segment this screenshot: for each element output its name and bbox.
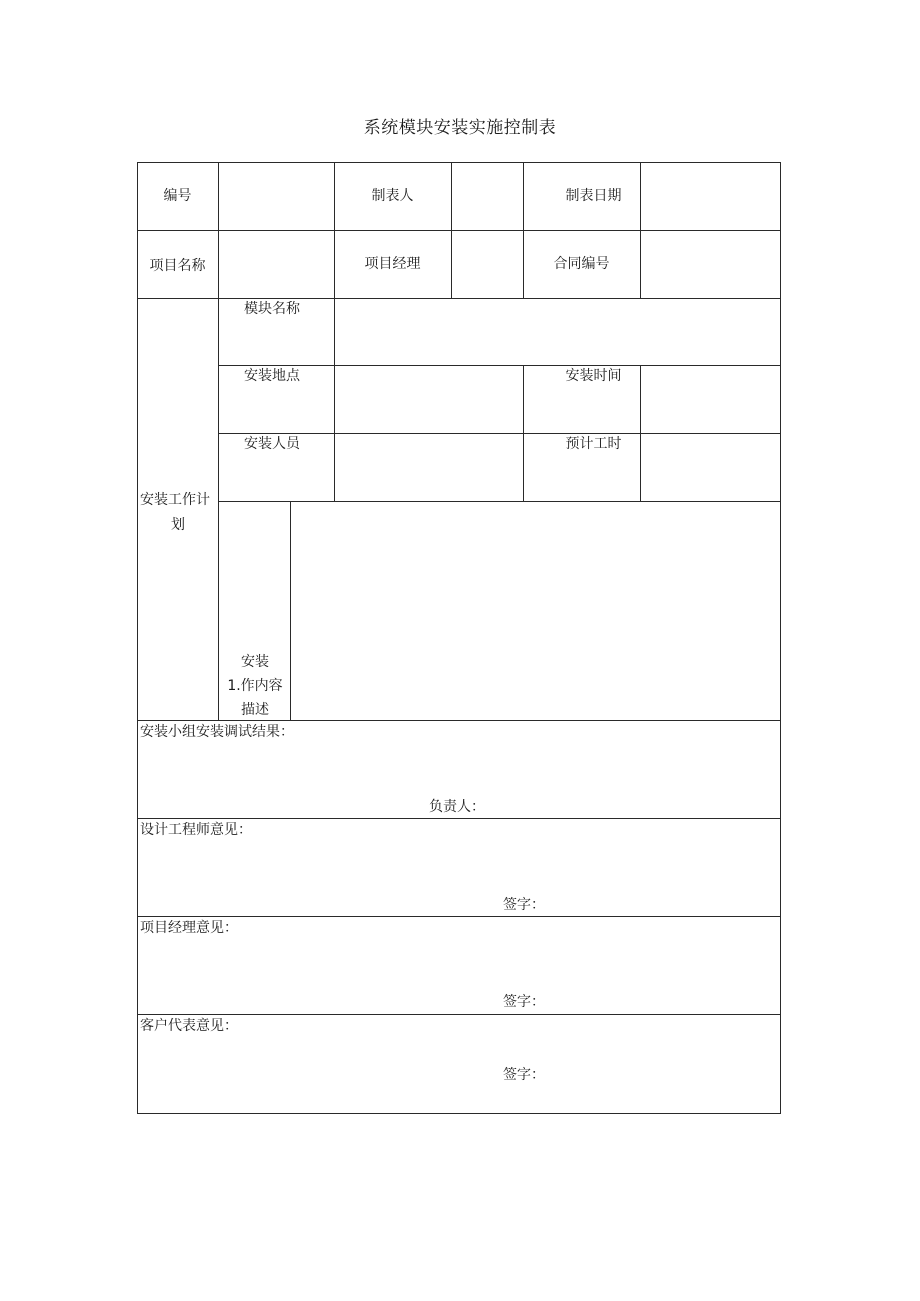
location-label: 安装地点 [244, 368, 300, 384]
content-label-line1: 安装 [241, 654, 269, 670]
number-label: 编号 [163, 188, 192, 204]
date-label: 制表日期 [565, 188, 622, 204]
contract-no-label: 合同编号 [553, 256, 610, 272]
personnel-label: 安装人员 [244, 436, 300, 452]
row-divider [137, 230, 781, 231]
test-result-label: 安装小组安装调试结果： [140, 724, 294, 740]
responsible-label: 负责人： [429, 799, 485, 815]
content-label-line2: 1.作内容 [227, 678, 283, 694]
hours-label: 预计工时 [565, 436, 622, 452]
install-plan-label-line2: 划 [171, 517, 185, 533]
pm-sign-label: 签字： [503, 994, 545, 1010]
designer-opinion-label: 设计工程师意见： [140, 822, 252, 838]
row-divider [218, 501, 781, 502]
table-border-right [780, 162, 781, 1114]
page-title: 系统模块安装实施控制表 [363, 118, 557, 138]
client-sign-label: 签字： [503, 1067, 545, 1083]
designer-sign-label: 签字： [503, 897, 545, 913]
module-name-label: 模块名称 [244, 301, 300, 317]
col-divider [640, 162, 641, 298]
pm-opinion-label: 项目经理意见： [140, 920, 238, 936]
preparer-label: 制表人 [371, 188, 414, 204]
table-border-left [137, 162, 138, 1114]
project-manager-label: 项目经理 [364, 256, 421, 272]
col-divider [451, 162, 452, 298]
client-opinion-label: 客户代表意见： [140, 1018, 238, 1034]
table-border-top [137, 162, 781, 163]
table-border-bottom [137, 1113, 781, 1114]
project-name-label: 项目名称 [149, 258, 206, 274]
content-label-line3: 描述 [241, 702, 269, 718]
col-divider [523, 162, 524, 298]
time-label: 安装时间 [565, 368, 622, 384]
install-plan-label-line1: 安装工作计 [140, 492, 210, 508]
col-divider [334, 162, 335, 501]
